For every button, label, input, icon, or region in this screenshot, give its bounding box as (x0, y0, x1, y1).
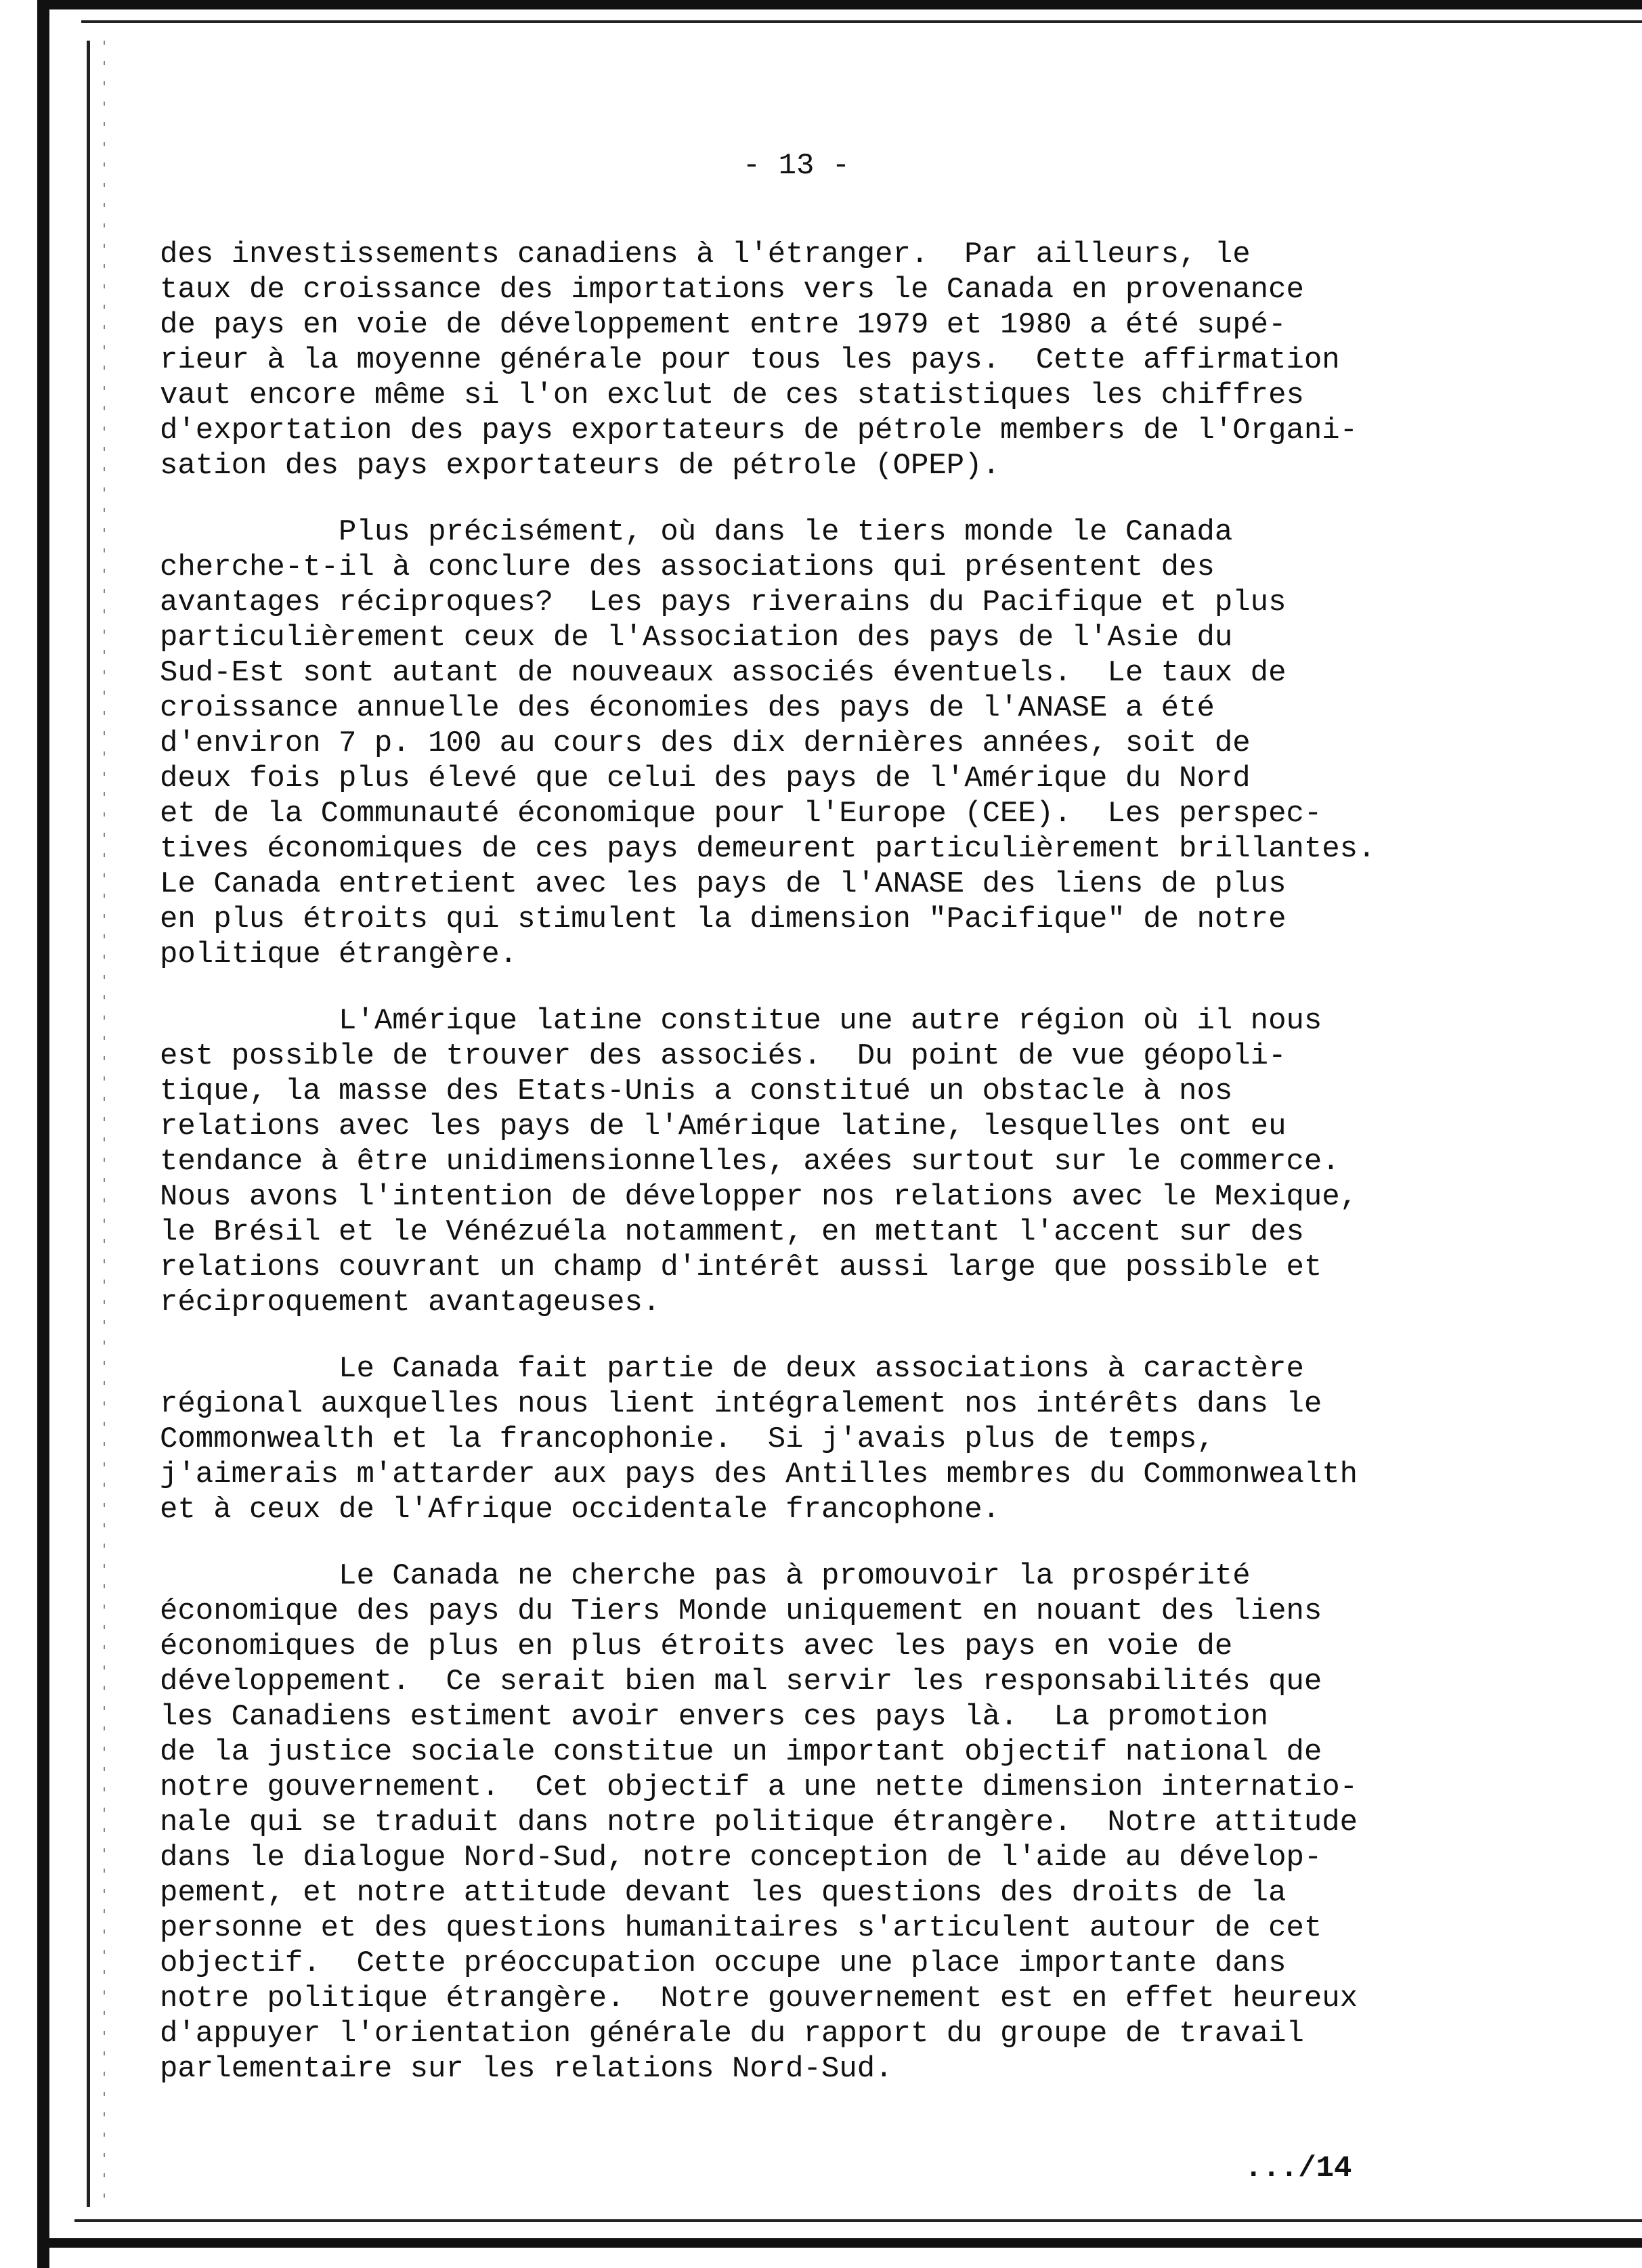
text-line: notre gouvernement. Cet objectif a une nette dimension internatio- (160, 1770, 1358, 1804)
text-line: et de la Communauté économique pour l'Europe (CEE). Les perspec- (160, 797, 1322, 831)
text-line: relations avec les pays de l'Amérique latine, lesquelles ont eu (160, 1110, 1287, 1143)
continuation-marker: .../14 (1245, 2152, 1352, 2185)
text-line: Plus précisément, où dans le tiers monde le Canada (160, 515, 1233, 549)
page-border-top-inner (81, 20, 1642, 23)
text-line: Sud-Est sont autant de nouveaux associés éventuels. Le taux de (160, 656, 1287, 690)
text-line: en plus étroits qui stimulent la dimension "Pacifique" de notre (160, 902, 1287, 936)
text-line: d'exportation des pays exportateurs de pétrole members de l'Organi- (160, 414, 1358, 448)
page-border-left-dots (104, 41, 105, 2207)
text-line: économiques de plus en plus étroits avec les pays en voie de (160, 1630, 1233, 1663)
text-line: tendance à être unidimensionnelles, axées surtout sur le commerce. (160, 1145, 1340, 1179)
page-number: - 13 - (742, 149, 850, 183)
text-line: d'environ 7 p. 100 au cours des dix dernières années, soit de (160, 726, 1251, 760)
text-line: taux de croissance des importations vers le Canada en provenance (160, 273, 1304, 307)
text-line: tique, la masse des Etats-Unis a constitué un obstacle à nos (160, 1074, 1233, 1108)
text-line: de pays en voie de développement entre 1979 et 1980 a été supé- (160, 308, 1287, 342)
text-line: cherche-t-il à conclure des associations qui présentent des (160, 550, 1215, 584)
text-line: Le Canada fait partie de deux associations à caractère (160, 1352, 1304, 1386)
text-line: et à ceux de l'Afrique occidentale francophone. (160, 1493, 1001, 1527)
text-line: relations couvrant un champ d'intérêt aussi large que possible et (160, 1250, 1322, 1284)
text-line: Nous avons l'intention de développer nos relations avec le Mexique, (160, 1180, 1358, 1214)
page-border-bottom-inner (74, 2219, 1642, 2222)
text-line: régional auxquelles nous lient intégralement nos intérêts dans le (160, 1387, 1322, 1421)
page-border-bottom (41, 2238, 1642, 2248)
text-line: rieur à la moyenne générale pour tous les pays. Cette affirmation (160, 343, 1340, 377)
text-line: vaut encore même si l'on exclut de ces statistiques les chiffres (160, 378, 1304, 412)
paragraph (160, 1558, 1568, 2087)
text-line: nale qui se traduit dans notre politique étrangère. Notre attitude (160, 1806, 1358, 1839)
paragraph (160, 237, 1568, 483)
text-line: réciproquement avantageuses. (160, 1286, 661, 1320)
text-line: Commonwealth et la francophonie. Si j'avais plus de temps, (160, 1422, 1215, 1456)
document-page (160, 135, 1568, 2118)
text-line: économique des pays du Tiers Monde uniquement en nouant des liens (160, 1594, 1322, 1628)
text-line: avantages réciproques? Les pays riverains du Pacifique et plus (160, 586, 1287, 619)
text-line: est possible de trouver des associés. Du point de vue géopoli- (160, 1039, 1287, 1073)
text-line: dans le dialogue Nord-Sud, notre conception de l'aide au dévelop- (160, 1841, 1322, 1875)
text-line: les Canadiens estiment avoir envers ces pays là. La promotion (160, 1700, 1269, 1734)
text-line: personne et des questions humanitaires s'articulent autour de cet (160, 1911, 1322, 1945)
text-line: de la justice sociale constitue un important objectif national de (160, 1735, 1322, 1769)
text-line: sation des pays exportateurs de pétrole (OPEP). (160, 449, 1001, 483)
paragraph (160, 515, 1568, 972)
text-line: croissance annuelle des économies des pays de l'ANASE a été (160, 691, 1215, 725)
text-line: tives économiques de ces pays demeurent particulièrement brillantes. (160, 832, 1376, 866)
document-body (160, 237, 1568, 2087)
text-line: Le Canada ne cherche pas à promouvoir la prospérité (160, 1559, 1251, 1593)
text-line: le Brésil et le Vénézuéla notamment, en mettant l'accent sur des (160, 1215, 1304, 1249)
page-border-left (37, 0, 49, 2268)
text-line: L'Amérique latine constitue une autre région où il nous (160, 1004, 1322, 1038)
text-line: deux fois plus élevé que celui des pays de l'Amérique du Nord (160, 762, 1251, 795)
text-line: objectif. Cette préoccupation occupe une place importante dans (160, 1946, 1287, 1980)
text-line: d'appuyer l'orientation générale du rapport du groupe de travail (160, 2017, 1304, 2051)
text-line: politique étrangère. (160, 938, 518, 972)
paragraph (160, 1351, 1568, 1527)
text-line: Le Canada entretient avec les pays de l'ANASE des liens de plus (160, 867, 1287, 901)
paragraph (160, 1003, 1568, 1320)
text-line: particulièrement ceux de l'Association des pays de l'Asie du (160, 621, 1233, 655)
text-line: notre politique étrangère. Notre gouvernement est en effet heureux (160, 1982, 1358, 2015)
text-line: développement. Ce serait bien mal servir les responsabilités que (160, 1665, 1322, 1699)
text-line: parlementaire sur les relations Nord-Sud. (160, 2052, 893, 2086)
text-line: j'aimerais m'attarder aux pays des Antilles membres du Commonwealth (160, 1458, 1358, 1491)
text-line: des investissements canadiens à l'étranger. Par ailleurs, le (160, 238, 1251, 271)
page-border-left-inner (87, 41, 90, 2207)
text-line: pement, et notre attitude devant les questions des droits de la (160, 1876, 1287, 1910)
page-border-top (41, 0, 1642, 9)
